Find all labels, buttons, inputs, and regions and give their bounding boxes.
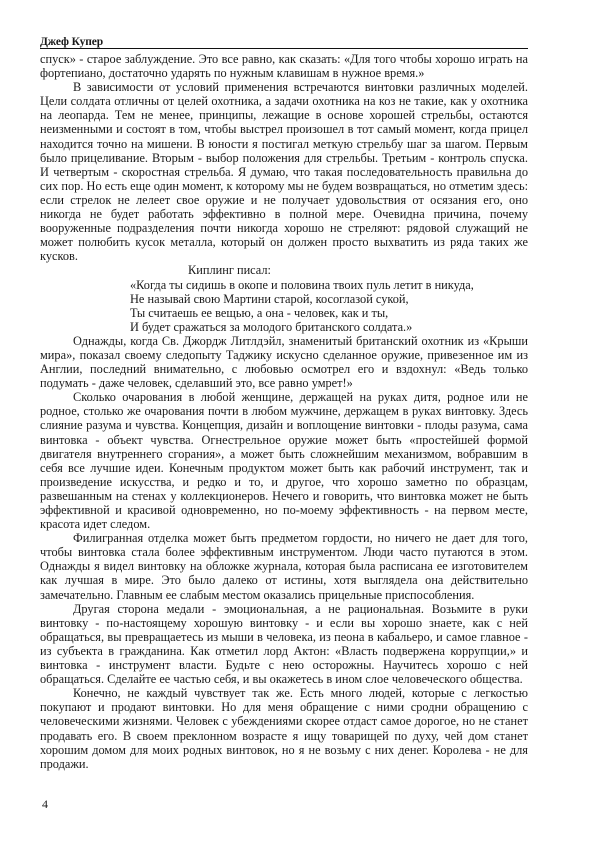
kipling-intro: Киплинг писал: bbox=[188, 263, 271, 278]
paragraph-continued: спуск» - старое заблуждение. Это все равно, как сказать: «Для того чтобы хорошо играть на фортепиано, достаточно ударять по нужным клавишам в нужное время.» bbox=[40, 52, 528, 81]
paragraph: Сколько очарования в любой женщине, держащей на руках дитя, родное или не родное, столько же очарования почти в любом мужчине, держащем в руках винтовку. Здесь слияние разума и чувства. Концепция, дизайн и воплощение винтовки - плоды разума, сама винтовка - объект чувства. Огнестрельное оружие может быть «простейшей формой двигателя внутреннего сгорания», а может быть сложнейшим механизмом, вобравшим в себя все лучшие идеи. Конечным продуктом может быть как рабочий инструмент, так и произведение искусства, и редко и то, и другое, что хорошо заметно по образцам, развешанным на стенах у коллекционеров. Нечего и говорить, что винтовка может не быть эффективной и красивой одновременно, но по-моему эффективность - на первом месте, красота идет следом. bbox=[40, 390, 528, 532]
paragraph: В зависимости от условий применения встречаются винтовки различных моделей. Цели солдата отличны от целей охотника, а задачи охотника на коз не такие, как у охотника на леопарда. Тем не менее, принципы, лежащие в основе хорошей стрельбы, остаются неизменными и состоят в том, чтобы выстрел произошел в тот самый момент, когда прицел находится точно на мишени. В юности я постигал меткую стрельбу шаг за шагом. Первым было прицеливание. Вторым - выбор положения для стрельбы. Третьим - контроль спуска. И четвертым - скоростная стрельба. Я думаю, что такая последовательность правильна до сих пор. Но есть еще один момент, к которому мы не будем возвращаться, но отметим здесь: если стрелок не лелеет свое оружие и не получает удовольствия от осязания его, оно никогда не будет работать эффективно в полной мере. Очевидна причина, почему вооруженные подразделения почти никогда хорошо не стреляют: рядовой служащий не может полюбить кусок металла, который он должен просто выхватить из ряда таких же кусков. bbox=[40, 80, 528, 264]
page-number: 4 bbox=[42, 797, 48, 811]
poem-line: И будет сражаться за молодого британского солдата.» bbox=[130, 319, 413, 334]
header-author: Джеф Купер bbox=[40, 36, 104, 48]
paragraph: Однажды, когда Св. Джордж Литлдэйл, знаменитый британский охотник из «Крыши мира», показал своему следопыту Таджику искусно сделанное оружие, привезенное им из Англии, последний внимательно, с любовью осмотрел его и вздохнул: «Ведь только подумать - даже человек, сделавший это, все равно умрет!» bbox=[40, 333, 528, 391]
page-body bbox=[40, 52, 528, 771]
poem-line: Ты считаешь ее вещью, а она - человек, как и ты, bbox=[130, 305, 389, 320]
paragraph: Филигранная отделка может быть предметом гордости, но ничего не дает для того, чтобы винтовка стала более эффективным инструментом. Люди часто путаются в этом. Однажды я видел винтовку на обложке журнала, которая была расписана ее изготовителем как лучшая в мире. Это было далеко от истины, хотя выглядела она действительно замечательно. Главным ее слабым местом оказались прицельные приспособления. bbox=[40, 531, 528, 602]
running-header bbox=[40, 32, 528, 49]
poem-line: Не называй свою Мартини старой, косоглазой сукой, bbox=[130, 291, 409, 306]
paragraph: Другая сторона медали - эмоциональная, а не рациональная. Возьмите в руки винтовку - по-настоящему хорошую винтовку - и если вы хорошо знаете, как с ней обращаться, вы превращаетесь из мыши в человека, из пеона в кабальеро, и самое главное - из субъекта в гражданина. Как отметил лорд Актон: «Власть подвержена коррупции,» и винтовка - инструмент власти. Будьте с нею осторожны. Научитесь хорошо с ней обращаться. Сделайте ее частью себя, и вы окажетесь в ином слое человеческого общества. bbox=[40, 601, 528, 687]
poem-line: «Когда ты сидишь в окопе и половина твоих пуль летит в никуда, bbox=[130, 277, 474, 292]
paragraph: Конечно, не каждый чувствует так же. Есть много людей, которые с легкостью покупают и продают винтовки. Но для меня обращение с ними сродни обращению с человеческими жизнями. Человек с убеждениями скорее отдаст самое дорогое, но не станет продавать его. В своем преклонном возрасте я ищу товарищей по духу, чей дом станет хорошим домом для моих родных винтовок, но я не возьму с них денег. Королева - не для продажи. bbox=[40, 686, 528, 771]
poem-quote bbox=[40, 278, 528, 334]
